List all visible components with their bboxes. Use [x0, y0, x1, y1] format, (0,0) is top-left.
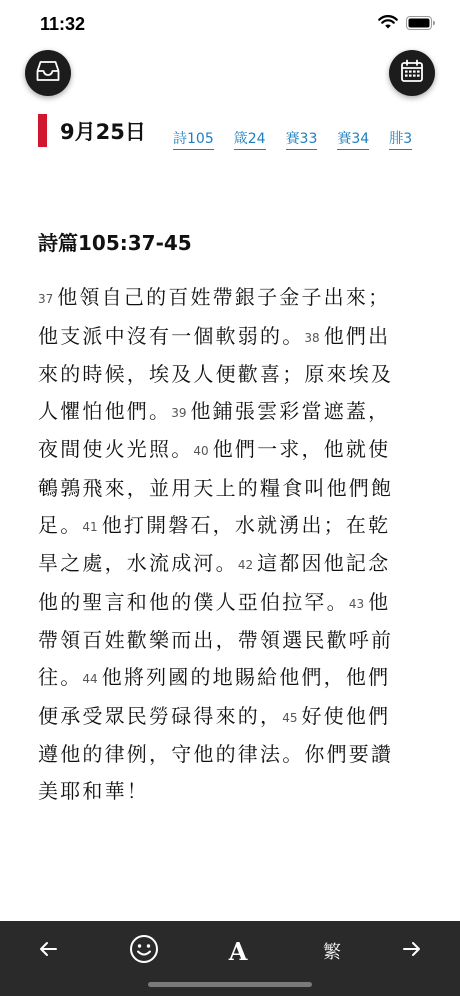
verse-text: 他打開磐石，水就湧出；在乾旱之處，水流成河。 [38, 512, 391, 576]
date-header [38, 114, 438, 154]
reading-references [173, 128, 412, 150]
verse-text: 這都因他記念他的聖言和他的僕人亞伯拉罕。 [38, 551, 391, 614]
status-icons [378, 15, 436, 34]
verse-number: 43 [348, 596, 365, 611]
home-indicator[interactable] [148, 982, 312, 987]
verse-text: 他鋪張雲彩當遮蓋，夜間使火光照。 [38, 398, 391, 462]
ref-link-isaiah-33[interactable]: 賽33 [286, 128, 318, 150]
verse-text: 他將列國的地賜給他們，他們便承受眾民勞碌得來的， [38, 664, 391, 728]
arrow-left-icon [38, 941, 58, 961]
date-marker [38, 114, 47, 147]
ref-link-philippians[interactable]: 腓3 [389, 128, 412, 150]
arrow-right-icon [402, 941, 422, 961]
status-bar [0, 0, 460, 48]
inbox-icon [36, 60, 60, 86]
date-label: 9月25日 [60, 120, 146, 144]
wifi-icon [378, 15, 398, 34]
verse-number: 42 [237, 558, 254, 573]
ref-link-isaiah-34[interactable]: 賽34 [337, 128, 369, 150]
traditional-chinese-toggle[interactable]: 繁 [323, 942, 341, 963]
forward-button[interactable] [390, 931, 434, 971]
calendar-icon [400, 59, 424, 87]
status-time: 11:32 [40, 14, 86, 34]
verse-text: 他帶領百姓歡樂而出，帶領選民歡呼前往。 [38, 589, 394, 689]
emoji-button[interactable] [122, 931, 166, 971]
calendar-button[interactable] [389, 50, 435, 96]
verse-number: 39 [171, 405, 187, 420]
inbox-button[interactable] [25, 50, 71, 96]
verse-number: 37 [38, 292, 54, 306]
battery-icon [406, 15, 436, 34]
back-button[interactable] [26, 931, 70, 971]
verse-number: 38 [304, 330, 320, 345]
verse-text: 好使他們遵他的律例，守他的律法。你們要讚美耶和華！ [38, 703, 394, 803]
smiley-icon [129, 934, 159, 968]
font-button[interactable]: A [228, 936, 248, 966]
ref-link-psalms[interactable]: 詩105 [173, 128, 214, 150]
verse-number: 40 [193, 444, 209, 459]
verse-text: 他們出來的時候，埃及人便歡喜；原來埃及人懼怕他們。 [38, 323, 394, 423]
verse-number: 41 [82, 519, 98, 534]
passage-text [38, 279, 406, 809]
verse-number: 45 [282, 710, 298, 725]
verse-text: 他領自己的百姓帶銀子金子出來；他支派中沒有一個軟弱的。 [38, 285, 391, 348]
verse-number: 44 [82, 671, 98, 686]
ref-link-proverbs[interactable]: 箴24 [234, 128, 266, 150]
passage-title: 詩篇105:37-45 [38, 231, 192, 255]
verse-text: 他們一求，他就使鵪鶉飛來，並用天上的糧食叫他們飽足。 [38, 437, 394, 537]
